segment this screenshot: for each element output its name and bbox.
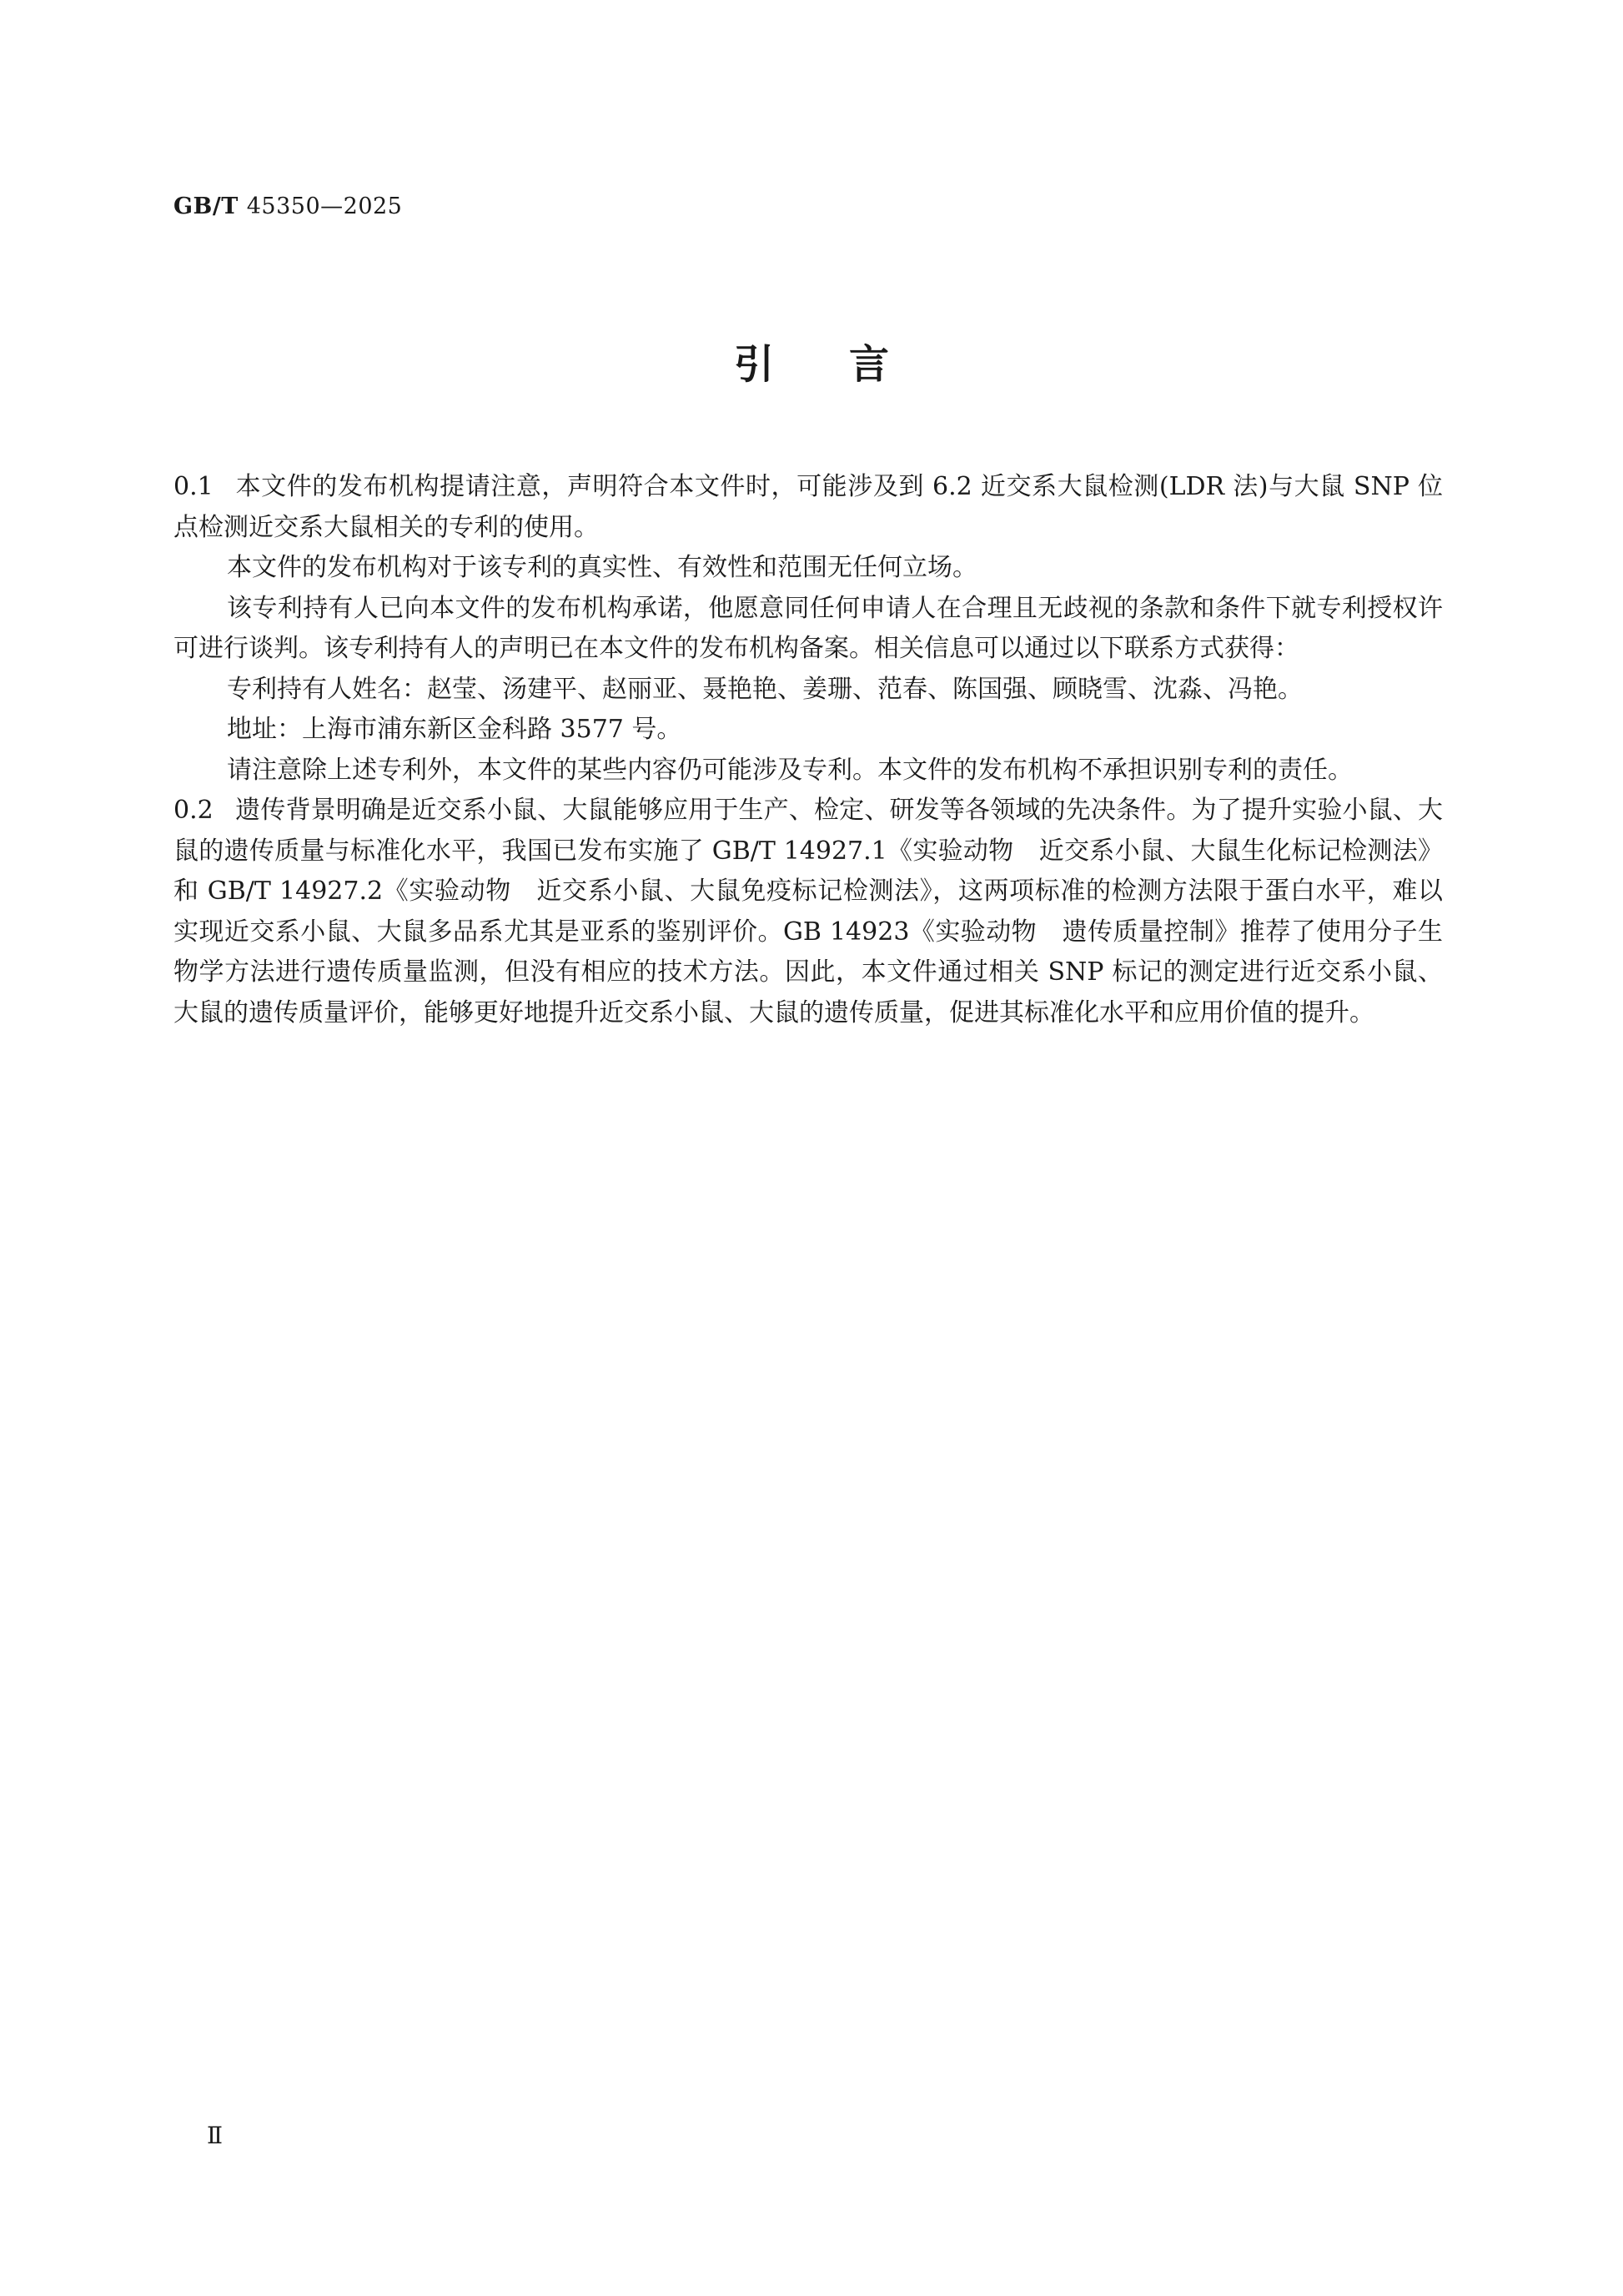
standard-code bbox=[173, 193, 402, 219]
patent-position-paragraph: 本文件的发布机构对于该专利的真实性、有效性和范围无任何立场。 bbox=[227, 553, 977, 582]
clause-number: 0.2 bbox=[173, 796, 214, 825]
patent-address-paragraph: 地址：上海市浦东新区金科路 3577 号。 bbox=[227, 715, 682, 744]
standard-number: 45350—2025 bbox=[246, 193, 403, 219]
clause-text: 遗传背景明确是近交系小鼠、大鼠能够应用于生产、检定、研发等各领域的先决条件。为了提升实验小鼠、大鼠的遗传质量与标准化水平，我国已发布实施了 GB/T 14927.1《实验动物 近交系小鼠、大鼠生化标记检测法》和 GB/T 14927.2《实验动物 近交系小鼠、大鼠免疫标记检测法》，这两项标准的检测方法限于蛋白水平，难以实现近交系小鼠、大鼠多品系尤其是亚系的鉴别评价。GB 14923《实验动物 遗传质量控制》推荐了使用分子生物学方法进行遗传质量监测，但没有相应的技术方法。因此，本文件通过相关 SNP 标记的测定进行近交系小鼠、大鼠的遗传质量评价，能够更好地提升近交系小鼠、大鼠的遗传质量，促进其标准化水平和应用价值的提升。 bbox=[173, 796, 1443, 1027]
standard-prefix: GB/T bbox=[173, 193, 239, 219]
patent-commitment-paragraph: 该专利持有人已向本文件的发布机构承诺，他愿意同任何申请人在合理且无歧视的条款和条件下就专利授权许可进行谈判。该专利持有人的声明已在本文件的发布机构备案。相关信息可以通过以下联系方式获得： bbox=[173, 593, 1443, 663]
document-body bbox=[173, 467, 1443, 1033]
clause-number: 0.1 bbox=[173, 472, 214, 501]
clause-0-2-paragraph bbox=[173, 791, 1443, 1033]
page-number: Ⅱ bbox=[207, 2122, 224, 2149]
page-title: 引言 bbox=[733, 341, 964, 388]
clause-text: 本文件的发布机构提请注意，声明符合本文件时，可能涉及到 6.2 近交系大鼠检测(LDR 法)与大鼠 SNP 位点检测近交系大鼠相关的专利的使用。 bbox=[173, 472, 1443, 542]
clause-0-1-paragraph bbox=[173, 467, 1443, 548]
patent-notice-paragraph: 请注意除上述专利外，本文件的某些内容仍可能涉及专利。本文件的发布机构不承担识别专利的责任。 bbox=[227, 755, 1353, 785]
patent-holders-paragraph: 专利持有人姓名：赵莹、汤建平、赵丽亚、聂艳艳、姜珊、范春、陈国强、顾晓雪、沈淼、冯艳。 bbox=[227, 674, 1303, 704]
